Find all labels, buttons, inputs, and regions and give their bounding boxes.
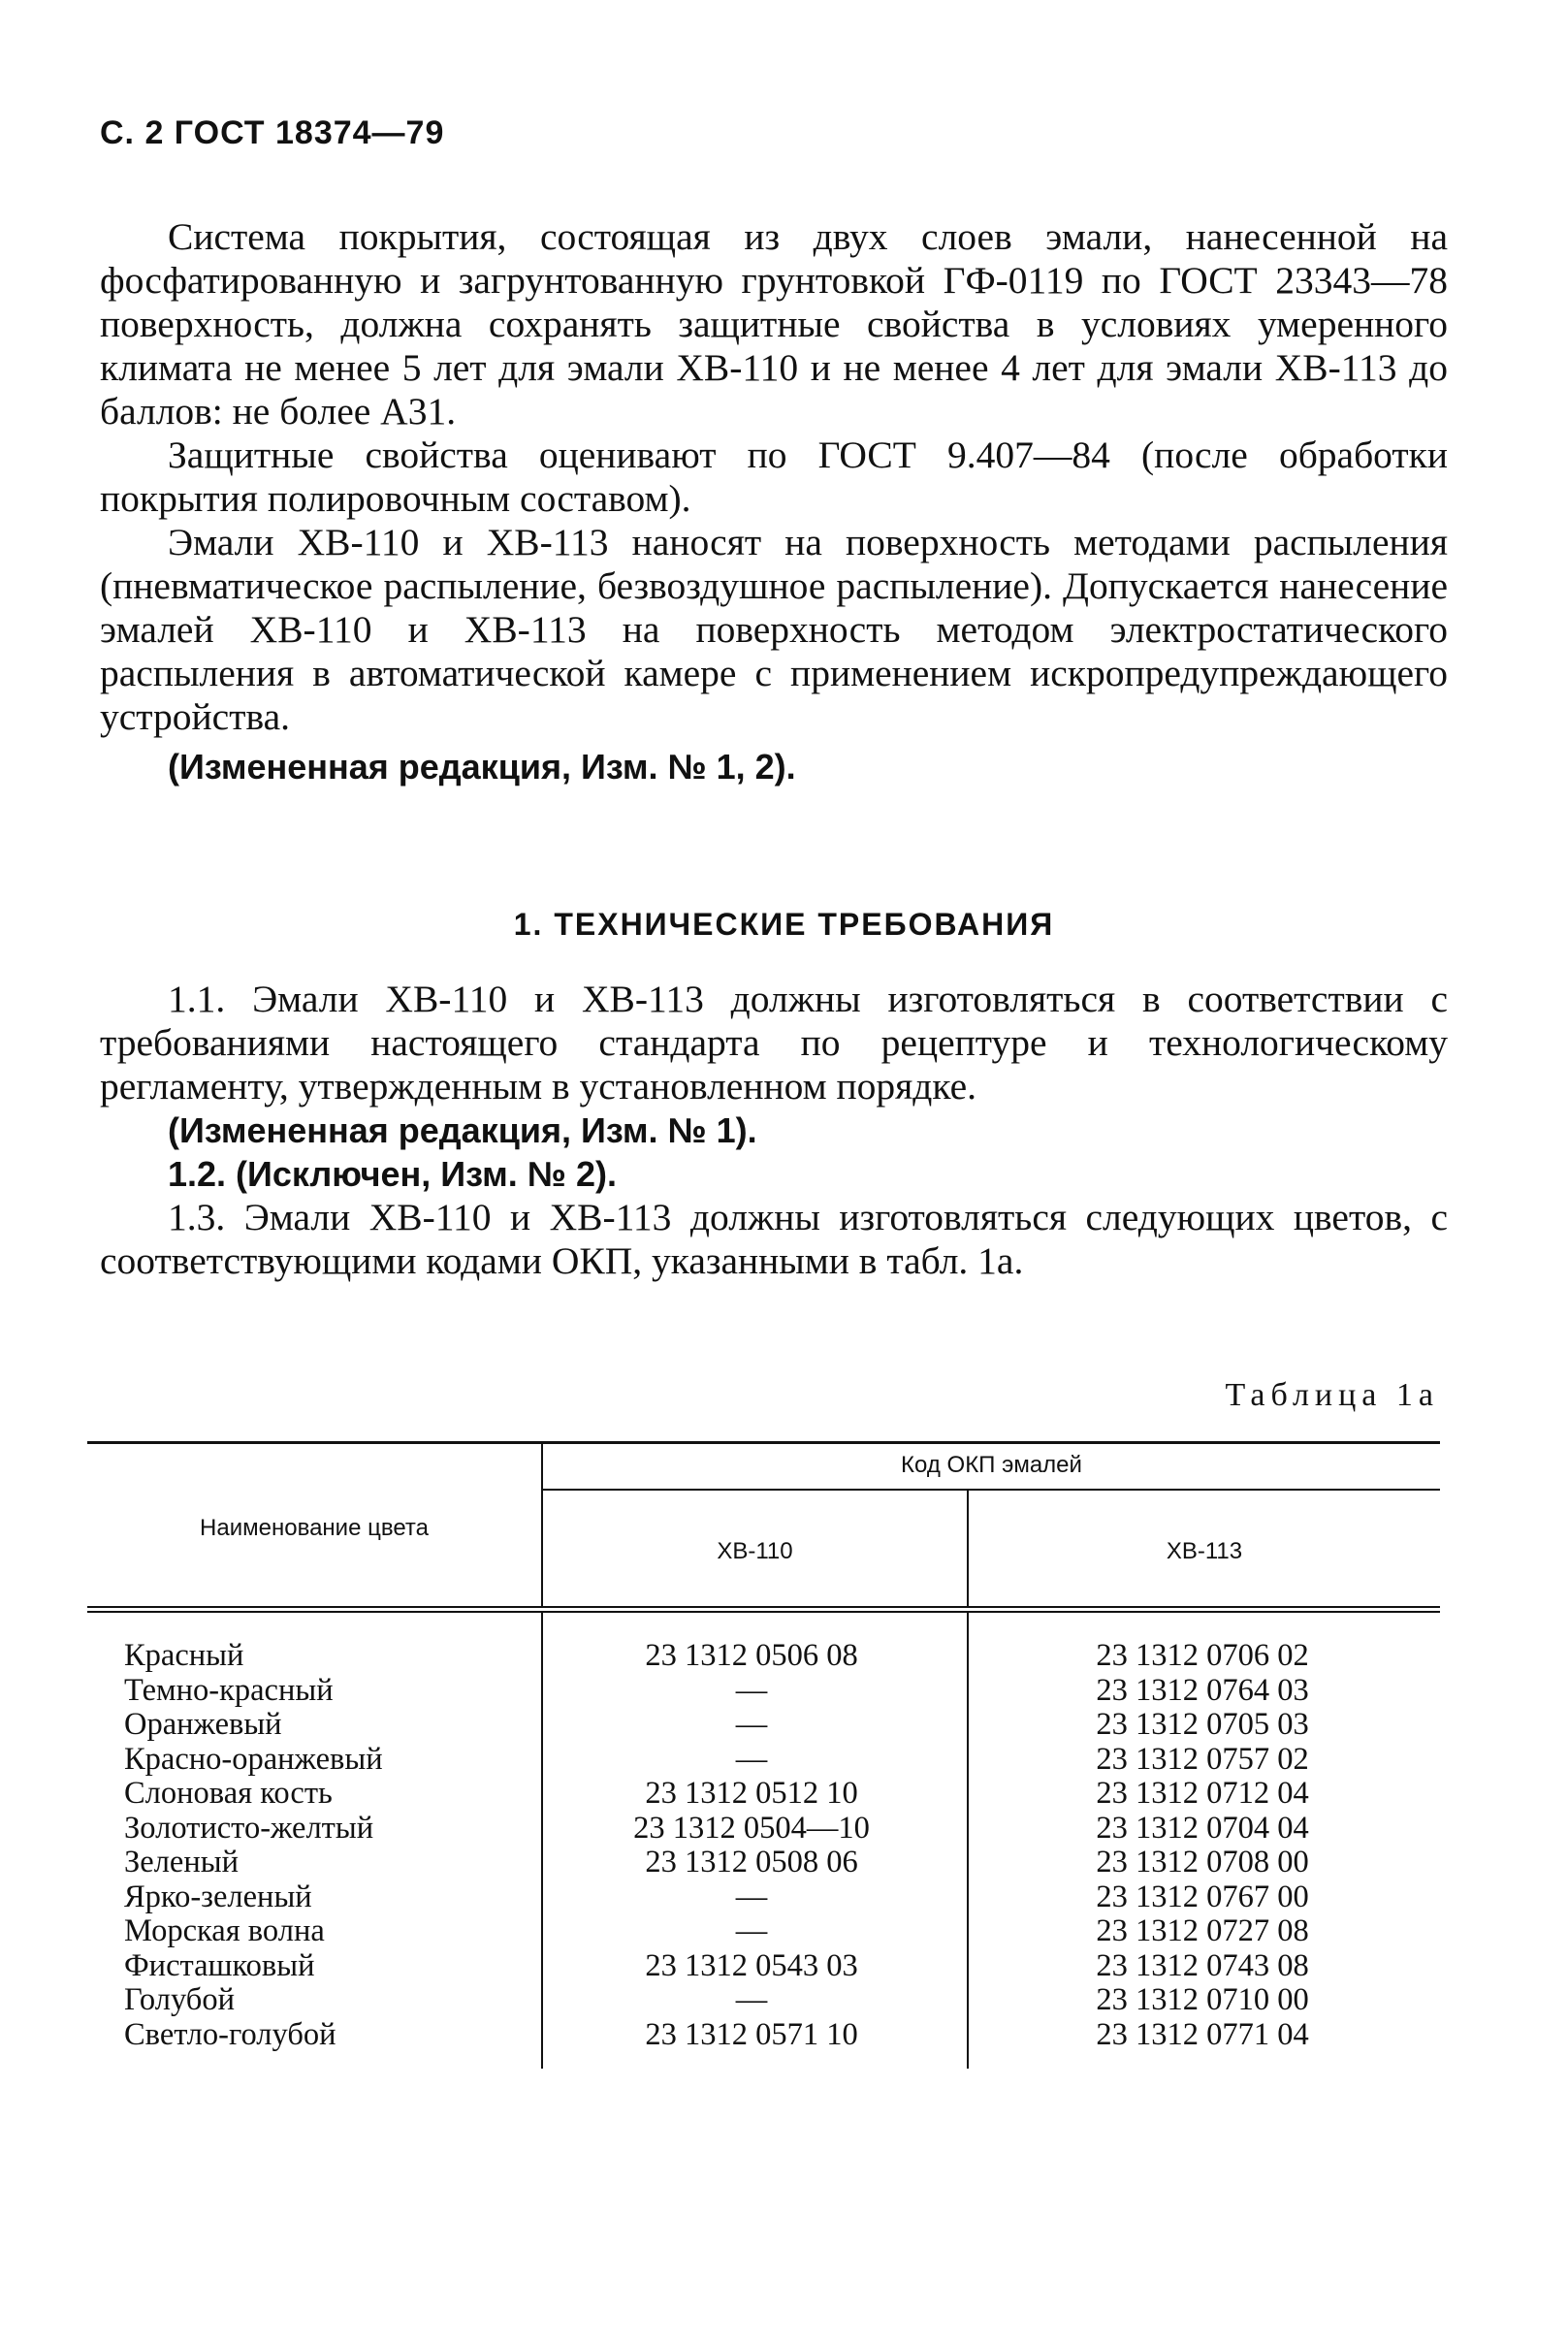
table-header-rule: [87, 1606, 1440, 1608]
paragraph-1-2: 1.2. (Исключен, Изм. № 2).: [168, 1154, 617, 1194]
intro-block: [100, 215, 1448, 788]
xb110-code-cell: 23 1312 0512 10: [645, 1776, 858, 1811]
color-name-cell: Слоновая кость: [124, 1776, 333, 1811]
color-name-cell: Красно-оранжевый: [124, 1741, 383, 1777]
column-header-xb110: ХВ-110: [717, 1538, 793, 1564]
color-name-cell: Оранжевый: [124, 1707, 282, 1742]
paragraph-1-1: 1.1. Эмали ХВ-110 и ХВ-113 должны изготовляться в соответствии с требованиями настоящего стандарта по рецептуре и технологическому регламенту, утвержденным в установленном порядке.: [100, 978, 1448, 1108]
column-header-color-name: Наименование цвета: [200, 1515, 429, 1541]
xb113-code-cell: 23 1312 0706 02: [1096, 1638, 1309, 1673]
color-name-cell: Золотисто-желтый: [124, 1810, 374, 1846]
xb110-code-cell: —: [735, 1672, 768, 1708]
color-name-cell: Голубой: [124, 1982, 235, 2017]
color-name-cell: Темно-красный: [124, 1672, 334, 1708]
xb110-code-cell: 23 1312 0571 10: [645, 2016, 858, 2052]
xb110-code-cell: 23 1312 0506 08: [645, 1638, 858, 1673]
column-header-okp-group: Код ОКП эмалей: [901, 1452, 1082, 1478]
section-title: 1. ТЕХНИЧЕСКИЕ ТРЕБОВАНИЯ: [513, 907, 1055, 942]
column-header-xb113: ХВ-113: [1166, 1538, 1243, 1564]
color-name-cell: Фисташковый: [124, 1947, 315, 1983]
xb110-code-cell: 23 1312 0508 06: [645, 1845, 858, 1879]
intro-paragraph: Защитные свойства оценивают по ГОСТ 9.407—84 (после обработки покрытия полировочным составом).: [100, 434, 1448, 520]
change-note-1-1: (Измененная редакция, Изм. № 1).: [168, 1110, 757, 1150]
table-group-rule: [543, 1489, 1440, 1491]
xb113-code-cell: 23 1312 0764 03: [1096, 1672, 1309, 1708]
xb113-code-cell: 23 1312 0727 08: [1096, 1913, 1309, 1948]
color-name-cell: Ярко-зеленый: [124, 1879, 312, 1914]
intro-paragraph: Эмали ХВ-110 и ХВ-113 наносят на поверхность методами распыления (пневматическое распыление, безвоздушное распыление). Допускается нанесение эмалей ХВ-110 и ХВ-113 на поверхность методом электростатического распыления в автоматической камере с применением искропредупреждающего устройства.: [100, 521, 1448, 738]
xb113-code-cell: 23 1312 0743 08: [1096, 1947, 1309, 1983]
xb113-code-cell: 23 1312 0712 04: [1096, 1776, 1309, 1811]
table-divider-vertical: [967, 1613, 969, 2069]
xb110-code-cell: —: [735, 1913, 768, 1948]
color-name-cell: Морская волна: [124, 1913, 325, 1948]
section-block: [100, 978, 1448, 1283]
table-caption: Таблица 1а: [1225, 1377, 1439, 1413]
color-name-cell: Красный: [124, 1638, 244, 1673]
table-header-rule: [87, 1611, 1440, 1613]
xb110-code-cell: —: [735, 1707, 768, 1742]
xb113-code-cell: 23 1312 0757 02: [1096, 1741, 1309, 1777]
table-top-rule: [87, 1441, 1440, 1444]
xb110-code-cell: 23 1312 0543 03: [645, 1947, 858, 1983]
page-header: С. 2 ГОСТ 18374—79: [100, 114, 445, 151]
xb110-code-cell: —: [735, 1741, 768, 1777]
intro-paragraph: Система покрытия, состоящая из двух слоев эмали, нанесенной на фосфатированную и загрунтованную грунтовкой ГФ-0119 по ГОСТ 23343—78 поверхность, должна сохранять защитные свойства в условиях умеренного климата не менее 5 лет для эмали ХВ-110 и не менее 4 лет для эмали ХВ-113 до баллов: не более А31.: [100, 215, 1448, 433]
xb113-code-cell: 23 1312 0704 04: [1096, 1810, 1309, 1846]
xb113-code-cell: 23 1312 0710 00: [1096, 1982, 1309, 2017]
change-note: (Измененная редакция, Изм. № 1, 2).: [168, 747, 796, 787]
xb110-code-cell: 23 1312 0504—10: [633, 1810, 870, 1846]
xb110-code-cell: —: [735, 1982, 768, 2017]
xb113-code-cell: 23 1312 0771 04: [1096, 2016, 1309, 2052]
paragraph-1-3: 1.3. Эмали ХВ-110 и ХВ-113 должны изготовляться следующих цветов, с соответствующими кодами ОКП, указанными в табл. 1а.: [100, 1196, 1448, 1282]
xb110-code-cell: —: [735, 1879, 768, 1914]
color-name-cell: Зеленый: [124, 1845, 239, 1879]
xb113-code-cell: 23 1312 0767 00: [1096, 1879, 1309, 1914]
color-name-cell: Светло-голубой: [124, 2016, 336, 2052]
xb113-code-cell: 23 1312 0705 03: [1096, 1707, 1309, 1742]
xb113-code-cell: 23 1312 0708 00: [1096, 1845, 1309, 1879]
